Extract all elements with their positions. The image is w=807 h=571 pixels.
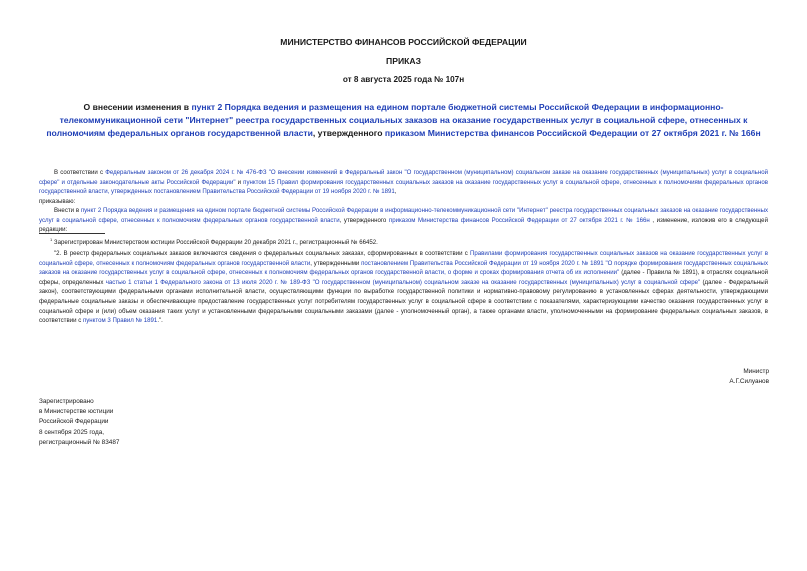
text: , xyxy=(394,188,397,195)
text: Внести в xyxy=(54,207,81,214)
title-text: О внесении изменения в xyxy=(83,102,192,112)
footnote-mark: 1 xyxy=(50,237,53,242)
text: .". xyxy=(157,317,163,325)
title-link-order[interactable]: приказом Министерства финансов Российской Федерации от 27 октября 2021 г. № 166н xyxy=(384,127,761,138)
link-order-166n[interactable]: приказом Министерства финансов Российской Федерации от 27 октября 2021 г. № 166н xyxy=(388,216,650,224)
text: , изменение, изложив его в следующей редакции: xyxy=(39,216,768,233)
title-text: , утвержденного xyxy=(312,127,385,138)
registration-line: Российской Федерации xyxy=(39,418,109,426)
ministry-heading: МИНИСТЕРСТВО ФИНАНСОВ РОССИЙСКОЙ ФЕДЕРАЦИИ xyxy=(280,37,527,47)
link-law-189fz[interactable]: частью 1 статьи 1 Федерального закона от 13 июля 2020 г. № 189-ФЗ "О государственном (муниципальном) социальном заказе на оказание государственных (муниципальных) услуг в социальной сфере" xyxy=(105,278,701,286)
footnote-text: Зарегистрирован Министерством юстиции Российской Федерации 20 декабря 2021 г., регистрационный № 66452. xyxy=(52,239,378,247)
registration-line: регистрационный № 83487 xyxy=(39,438,120,446)
text: (далее - Федеральный закон), соответствующими федеральными органами исполнительной власти, осуществляющими функции по выработке государственной политики и нормативно-правовому регулированию в установленных сферах деятельности, утверждающими федеральные социальные заказы и обеспечивающие предоставление государственных услуг потребителям государственных услуг в социальной сфере в соответствии с показателями, характеризующими качество оказания государственных услуг в социальной сфере и (или) объем оказания таких услуг и установленными федеральными социальными заказами (далее - уполномоченный орган), а также органами власти, уполномоченными на формирование федеральных социальных заказов, в соответствии с xyxy=(39,278,768,325)
footnote xyxy=(50,235,378,247)
text: "2. В реестр федеральных социальных заказов включаются сведения о федеральных социальных заказах, сформированных в соответствии с xyxy=(54,250,470,257)
amendment-paragraph xyxy=(39,206,768,235)
link-procedure-point-2[interactable]: пункт 2 Порядка ведения и размещения на едином портале бюджетной системы Российской Федерации в информационно-телекоммуникационной сети "Интернет" реестра государственных социальных заказов на оказание государственных услуг в социальной сфере, отнесенных к полномочиям федеральных органов государственной власти xyxy=(39,207,769,224)
text: , утвержденного xyxy=(339,216,389,224)
link-resolution-1891[interactable]: постановлением Правительства Российской Федерации от 19 ноября 2020 г. № 1891 "О порядке формирования государственных социальных заказов на оказание государственных услуг в социальной сфере, отнесенных к полномочиям федеральных органов государственной власти, о форме и сроках формирования отчета об их исполнении" xyxy=(39,259,768,277)
order-word: приказываю: xyxy=(39,197,76,205)
link-rules-point-15[interactable]: пунктом 15 Правил формирования государственных социальных заказов на оказание государственных услуг в социальной сфере, отнесенных к полномочиям федеральных органов государственной власти, утвержденных постановлением Правительства Российской Федерации от 19 ноября 2020 г. № 1891 xyxy=(39,178,768,195)
signatory-name: А.Г.Силуанов xyxy=(729,378,769,385)
text: В соответствии с xyxy=(54,169,106,176)
registration-line: 8 сентября 2025 года, xyxy=(39,428,105,436)
signatory-title: Министр xyxy=(743,368,769,375)
registration-line: в Министерстве юстиции xyxy=(39,408,114,416)
text: (далее - Правила № 1891), в отраслях социальной сферы, определенных xyxy=(39,269,768,286)
link-federal-law[interactable]: Федеральным законом от 26 декабря 2024 г. № 476-ФЗ "О внесении изменений в Федеральный закон "О государственном (муниципальном) социальном заказе на оказание государственных (муниципальных) услуг в социальной сфере" и отдельные законодательные акты Российской Федерации" xyxy=(39,169,768,186)
quoted-new-text xyxy=(39,249,768,326)
link-rules-1891[interactable]: Правилами формирования государственных социальных заказов на оказание государственных услуг в социальной сфере, отнесенных к полномочиям федеральных органов государственной власти xyxy=(39,250,768,267)
registration-block xyxy=(39,397,119,448)
link-rules-point-3[interactable]: пунктом 3 Правил № 1891 xyxy=(82,317,158,325)
registration-line: Зарегистрировано xyxy=(39,398,94,405)
preamble-paragraph xyxy=(39,168,768,206)
text: и xyxy=(235,178,244,186)
order-label: ПРИКАЗ xyxy=(386,56,421,66)
order-date: от 8 августа 2025 года № 107н xyxy=(342,75,465,84)
footnote-divider xyxy=(39,233,105,234)
title-link-procedure[interactable]: пункт 2 Порядка ведения и размещения на едином портале бюджетной системы Российской Федерации в информационно-телекоммуникационной сети "Интернет" реестра государственных социальных заказов на оказание государственных услуг в социальной сфере, отнесенных к полномочиям федеральных органов государственной власти xyxy=(46,102,748,138)
text: , утвержденными xyxy=(310,259,362,267)
document-title xyxy=(34,101,773,139)
